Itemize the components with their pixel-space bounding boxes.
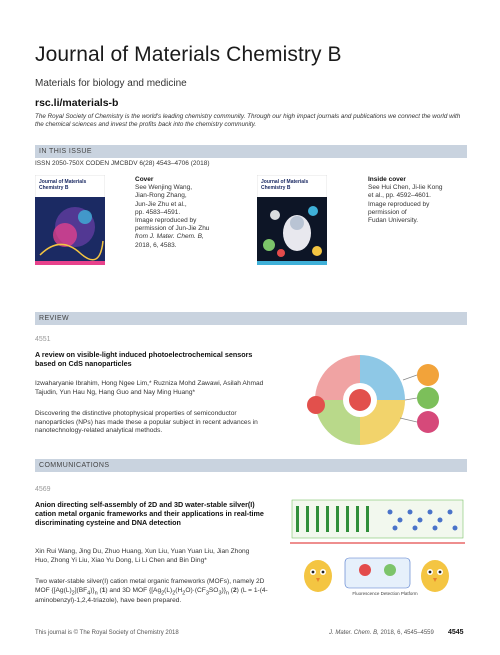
cover-label: Cover xyxy=(135,176,154,183)
footer-copyright: This journal is © The Royal Society of Chemistry 2018 xyxy=(35,630,179,636)
inside-cover-thumb-title: Journal of Materials Chemistry B xyxy=(261,179,309,191)
communication-page-number: 4569 xyxy=(35,486,51,493)
communication-article-title-link[interactable]: Anion directing self-assembly of 2D and 3D water-stable silver(I) cation metal organic frameworks and their applications in real-time discriminating cysteine and DNA detection xyxy=(35,500,264,527)
section-heading-communications: COMMUNICATIONS xyxy=(35,459,467,472)
inside-cover-line: permission of xyxy=(368,208,407,216)
footer-journal-abbrev: J. Mater. Chem. B, xyxy=(329,630,379,636)
intro-text: The Royal Society of Chemistry is the world's leading chemistry community. Through our high impact journals and publications we connect the world with the chemical sciences and invest the profits back into the chemistry community. xyxy=(35,113,461,128)
cover-description xyxy=(135,176,209,250)
inside-cover-line: Image reproduced by xyxy=(368,200,430,208)
section-heading-review: REVIEW xyxy=(35,312,467,325)
review-abstract: Discovering the distinctive photophysical properties of semiconductor nanoparticles (NPs) has made these a popular subject in recent advances in nanotechnology-related analytical methods. xyxy=(35,410,258,434)
review-graphic-icon xyxy=(300,350,450,450)
review-authors: Izwaharyanie Ibrahim, Hong Ngee Lim,* Ruzniza Mohd Zawawi, Asilah Ahmad Tajudin, Yun Hau Ng, Hang Guo and Nay Ming Huang* xyxy=(35,380,264,396)
footer-citation-rest: 2018, 6, 4545–4559 xyxy=(378,630,434,636)
issn-line: ISSN 2050-750X CODEN JMCBDV 6(28) 4543–4706 (2018) xyxy=(35,160,210,167)
cover-line: permission of Jun-Jie Zhu xyxy=(135,225,210,233)
review-page-number: 4551 xyxy=(35,336,51,343)
cover-thumb-title: Journal of Materials Chemistry B xyxy=(39,179,87,191)
communication-graphical-abstract[interactable] xyxy=(290,498,465,613)
section-heading-in-this-issue: IN THIS ISSUE xyxy=(35,145,467,158)
cover-line: from J. Mater. Chem. B, xyxy=(135,233,204,241)
cover-image[interactable] xyxy=(35,175,105,265)
cover-line: 2018, 6, 4583. xyxy=(135,241,177,249)
cover-line: Image reproduced by xyxy=(135,217,197,225)
cover-line: See Wenjing Wang, xyxy=(135,184,193,192)
communication-authors: Xin Rui Wang, Jing Du, Zhuo Huang, Xun Liu, Yuan Yuan Liu, Jian Zhong Huo, Zhong Yi Liu, Xiao Yu Dong, Li Li Chen and Bin Ding* xyxy=(35,548,250,564)
inside-cover-image[interactable] xyxy=(257,175,327,265)
journal-subtitle: Materials for biology and medicine xyxy=(35,78,187,89)
journal-title: Journal of Materials Chemistry B xyxy=(35,43,342,66)
cover-line: Jun-Jie Zhu et al., xyxy=(135,200,187,208)
inside-cover-label: Inside cover xyxy=(368,176,406,183)
footer-citation xyxy=(329,630,434,636)
inside-cover-description xyxy=(368,176,442,225)
cover-line: pp. 4583–4591. xyxy=(135,208,181,216)
communication-graphic-label: Fluorescence Detection Platform xyxy=(352,591,418,596)
communication-abstract: Two water-stable silver(I) cation metal organic frameworks (MOFs), namely 2D MOF $\{[Ag(L)_2](BF_4)\}_n$ (1) and 3D MOF {$[Ag_2(L)_2(H_2O)\cdot(CF_3SO_3)\}_n$ (2) (L = 1-(4-aminobenzyl)-1,2,4-triazole), have been prepared. xyxy=(35,578,268,605)
review-graphical-abstract[interactable] xyxy=(300,350,450,450)
review-article-title-link[interactable]: A review on visible-light induced photoelectrochemical sensors based on CdS nanoparticles xyxy=(35,350,253,368)
footer-page-number: 4545 xyxy=(448,629,464,636)
journal-url-link[interactable]: rsc.li/materials-b xyxy=(35,97,119,109)
cover-line: Jian-Rong Zhang, xyxy=(135,192,187,200)
inside-cover-line: Fudan University. xyxy=(368,217,419,225)
inside-cover-line: et al., pp. 4592–4601. xyxy=(368,192,431,200)
inside-cover-line: See Hui Chen, Ji-lie Kong xyxy=(368,184,443,192)
